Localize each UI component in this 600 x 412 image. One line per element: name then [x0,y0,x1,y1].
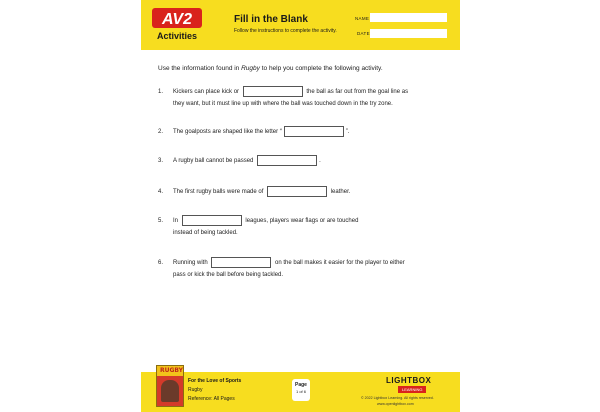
intro-book-title: Rugby [241,65,260,72]
question-1 [158,86,448,112]
question-number: 5. [158,218,164,224]
av2-logo-icon [148,7,206,31]
question-text: Running with [173,260,208,267]
question-number: 4. [158,189,164,195]
answer-blank-6[interactable] [211,257,271,268]
book-cover-image [156,365,184,407]
question-text: A rugby ball cannot be passed [173,158,254,165]
question-text: on the ball makes it easier for the player to either [275,260,405,267]
question-text: the ball as far out from the goal line as [306,89,409,96]
logo-text: AV2 [162,11,192,28]
question-text: pass or kick the ball before being tackled. [173,272,284,279]
lightbox-logo: LIGHTBOX [386,376,432,385]
page-indicator [292,379,310,401]
question-text: The first rugby balls were made of [173,189,264,196]
copyright: © 2022 Lightbox Learning. All rights reserved. [361,396,434,400]
intro-text-before: Use the information found in [158,65,242,72]
question-text: . [319,158,321,165]
question-number: 2. [158,129,164,135]
answer-blank-4[interactable] [267,186,327,197]
question-text: In [173,218,179,225]
question-text: Kickers can place kick or [173,89,240,96]
question-number: 1. [158,89,164,95]
page-title: Fill in the Blank [234,14,308,25]
name-field[interactable] [370,13,447,22]
series-title: For the Love of Sports [188,378,242,384]
answer-blank-5[interactable] [182,215,242,226]
page-label: Page [295,382,307,388]
question-text: they want, but it must line up with where the ball was touched down in the try zone. [173,101,393,108]
question-text: leagues, players wear flags or are touched [245,218,359,225]
instructions [158,65,383,72]
cover-title: RUGBY [160,367,184,374]
date-field[interactable] [370,29,447,38]
website-link[interactable]: www.openlightbox.com [377,402,414,406]
question-6 [158,257,448,283]
date-label: DATE [357,31,370,36]
reference: Reference: All Pages [188,396,235,402]
rugby-player-icon [161,380,179,402]
book-title: Rugby [188,387,203,393]
lightbox-learning-tag: LEARNING [398,386,426,393]
intro-text-after: to help you complete the following activity. [259,65,383,72]
page-subtitle: Follow the instructions to complete the activity. [234,28,337,34]
worksheet-header [141,0,460,50]
question-text: The goalposts are shaped like the letter “ [173,129,282,136]
question-text: ”. [345,129,350,136]
worksheet [141,0,460,412]
question-5 [158,215,448,241]
answer-blank-3[interactable] [257,155,317,166]
question-text: instead of being tackled. [173,230,238,237]
name-label: NAME [355,16,370,21]
answer-blank-2[interactable] [284,126,344,137]
question-number: 3. [158,158,164,164]
question-text: leather. [330,189,351,196]
page-number: 1 of 6 [295,389,306,394]
question-number: 6. [158,260,164,266]
logo-subtext: Activities [156,31,198,41]
answer-blank-1[interactable] [243,86,303,97]
